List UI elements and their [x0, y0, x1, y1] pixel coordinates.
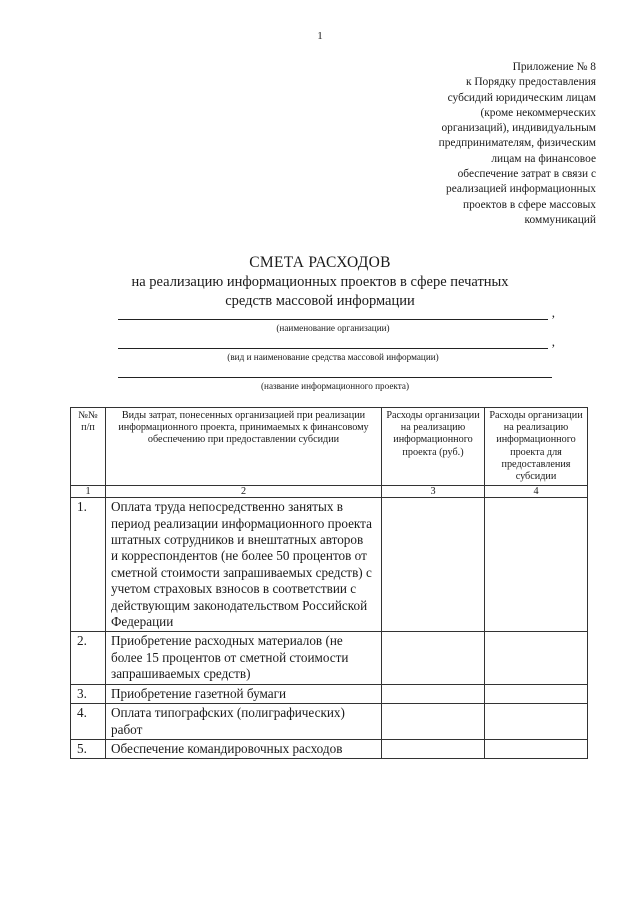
title-block: [0, 253, 640, 310]
estimate-table: [70, 407, 588, 759]
annex-line: Приложение № 8: [512, 61, 596, 73]
media-name-field[interactable]: [118, 334, 555, 362]
page-number: 1: [317, 30, 323, 42]
annex-line: (кроме некоммерческих: [480, 106, 596, 119]
table-row: [71, 704, 588, 740]
annex-line: проектов в сфере массовых: [463, 198, 596, 211]
project-name-field[interactable]: [118, 377, 552, 391]
org-expense-cell[interactable]: [382, 632, 485, 684]
fill-line: [118, 305, 555, 320]
expense-name: Оплата труда непосредственно занятых в период реализации информационного проекта штатных сотрудников и внештатных авторов и корреспондентов (не более 50 процентов от сметной стоимости запрашиваемых средств) с учетом страховых взносов в соответствии с действующим законодательством Российской Федерации: [106, 498, 382, 632]
table-row: [71, 498, 588, 632]
table-row: [71, 739, 588, 758]
annex-line: субсидий юридическим лицам: [447, 91, 596, 104]
expense-name: Приобретение расходных материалов (не более 15 процентов от сметной стоимости запрашиваемых средств): [106, 632, 382, 684]
document-subtitle-line: на реализацию информационных проектов в сфере печатных: [131, 274, 509, 290]
annex-line: лицам на финансовое: [491, 152, 596, 165]
row-number: 1.: [71, 498, 106, 632]
expense-name: Обеспечение командировочных расходов: [106, 739, 382, 758]
row-number: 4.: [71, 704, 106, 740]
row-number: 2.: [71, 632, 106, 684]
column-number: 4: [485, 486, 588, 498]
annex-line: организаций), индивидуальным: [441, 122, 596, 135]
header-expense-type: Виды затрат, понесенных организацией при реализации информационного проекта, принимаемых к финансовому обеспечению при предоставлении субсидии: [106, 408, 382, 486]
org-expense-cell[interactable]: [382, 704, 485, 740]
header-number: №№ п/п: [71, 408, 106, 486]
field-comma: ,: [551, 305, 555, 320]
field-caption: (вид и наименование средства массовой информации): [227, 352, 439, 362]
organization-name-field[interactable]: [118, 305, 555, 333]
subsidy-expense-cell[interactable]: [485, 632, 588, 684]
annex-line: к Порядку предоставления: [465, 76, 596, 89]
subsidy-expense-cell[interactable]: [485, 739, 588, 758]
annex-block: [396, 60, 596, 228]
org-expense-cell[interactable]: [382, 498, 485, 632]
fill-line: [118, 377, 552, 378]
subsidy-expense-cell[interactable]: [485, 498, 588, 632]
table-row: [71, 684, 588, 703]
org-expense-cell[interactable]: [382, 739, 485, 758]
org-expense-cell[interactable]: [382, 684, 485, 703]
subsidy-expense-cell[interactable]: [485, 684, 588, 703]
field-caption: (наименование организации): [276, 323, 390, 333]
field-caption: (название информационного проекта): [260, 381, 410, 391]
annex-line: реализацией информационных: [446, 183, 596, 196]
column-number: 1: [71, 486, 106, 498]
subsidy-expense-cell[interactable]: [485, 704, 588, 740]
column-number: 3: [382, 486, 485, 498]
annex-line: коммуникаций: [524, 213, 596, 226]
annex-line: обеспечение затрат в связи с: [457, 168, 596, 181]
header-subsidy-expenses: Расходы организации на реализацию информационного проекта для предоставления субсидии: [485, 408, 588, 486]
expense-name: Оплата типографских (полиграфических) работ: [106, 704, 382, 740]
annex-line: предпринимателям, физическим: [438, 137, 596, 150]
row-number: 5.: [71, 739, 106, 758]
table-row: [71, 632, 588, 684]
field-comma: ,: [551, 334, 555, 349]
header-org-expenses: Расходы организации на реализацию информационного проекта (руб.): [382, 408, 485, 486]
expense-name: Приобретение газетной бумаги: [106, 684, 382, 703]
table-header-row: [71, 408, 588, 486]
fill-line: [118, 334, 555, 349]
document-subtitle-line: средств массовой информации: [225, 293, 415, 309]
column-number-row: [71, 486, 588, 498]
row-number: 3.: [71, 684, 106, 703]
column-number: 2: [106, 486, 382, 498]
document-title: СМЕТА РАСХОДОВ: [249, 254, 391, 271]
